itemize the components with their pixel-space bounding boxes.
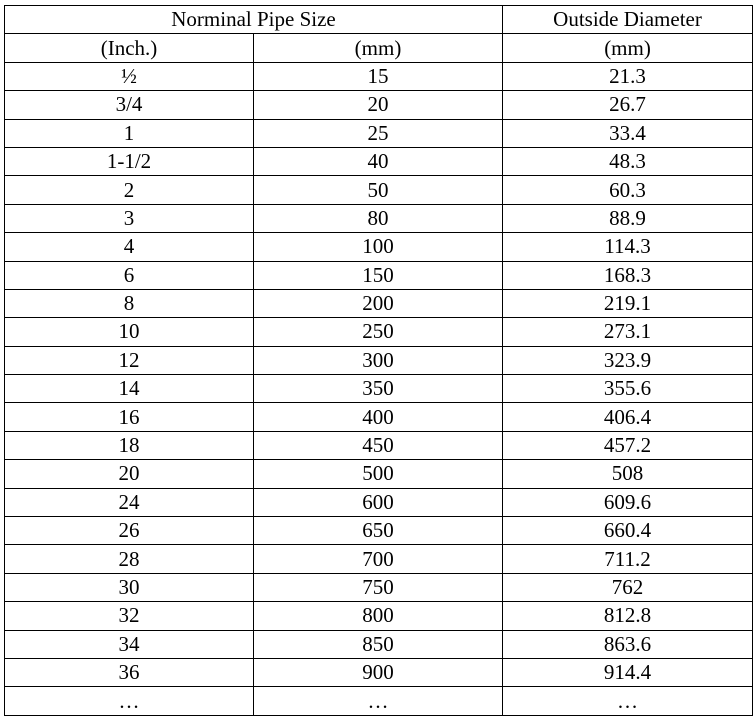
cell-mm: 40: [254, 147, 503, 175]
cell-mm: 250: [254, 318, 503, 346]
cell-mm: 25: [254, 119, 503, 147]
cell-inch: …: [5, 687, 254, 715]
cell-inch: 3/4: [5, 91, 254, 119]
cell-inch: 18: [5, 431, 254, 459]
cell-outside-diameter: 711.2: [503, 545, 753, 573]
cell-mm: 300: [254, 346, 503, 374]
cell-inch: 1: [5, 119, 254, 147]
table-row: [5, 233, 753, 261]
table-row: [5, 62, 753, 90]
cell-mm: 850: [254, 630, 503, 658]
cell-outside-diameter: 508: [503, 460, 753, 488]
table-row: [5, 687, 753, 715]
cell-inch: 1-1/2: [5, 147, 254, 175]
table-row: [5, 431, 753, 459]
header-outside-diameter: Outside Diameter: [503, 6, 753, 34]
cell-outside-diameter: 33.4: [503, 119, 753, 147]
cell-inch: 36: [5, 658, 254, 686]
cell-mm: 100: [254, 233, 503, 261]
table-row: [5, 488, 753, 516]
cell-outside-diameter: 762: [503, 573, 753, 601]
cell-mm: 900: [254, 658, 503, 686]
table-row: [5, 460, 753, 488]
cell-outside-diameter: 219.1: [503, 289, 753, 317]
cell-inch: 32: [5, 602, 254, 630]
cell-mm: 700: [254, 545, 503, 573]
unit-od-mm: (mm): [503, 34, 753, 62]
table-row: [5, 176, 753, 204]
cell-mm: 80: [254, 204, 503, 232]
cell-inch: 16: [5, 403, 254, 431]
table-row: [5, 403, 753, 431]
cell-inch: 4: [5, 233, 254, 261]
table-row: [5, 375, 753, 403]
cell-outside-diameter: 21.3: [503, 62, 753, 90]
cell-inch: 12: [5, 346, 254, 374]
unit-mm: (mm): [254, 34, 503, 62]
cell-inch: 8: [5, 289, 254, 317]
cell-mm: 20: [254, 91, 503, 119]
table-row: [5, 204, 753, 232]
cell-inch: 6: [5, 261, 254, 289]
cell-outside-diameter: 914.4: [503, 658, 753, 686]
header-nominal-pipe-size: Norminal Pipe Size: [5, 6, 503, 34]
cell-mm: 750: [254, 573, 503, 601]
cell-inch: 26: [5, 517, 254, 545]
table-row: [5, 318, 753, 346]
cell-outside-diameter: 88.9: [503, 204, 753, 232]
cell-outside-diameter: 323.9: [503, 346, 753, 374]
table-row: [5, 91, 753, 119]
table-row: [5, 658, 753, 686]
table-row: [5, 545, 753, 573]
cell-outside-diameter: 60.3: [503, 176, 753, 204]
cell-inch: 2: [5, 176, 254, 204]
cell-outside-diameter: 609.6: [503, 488, 753, 516]
cell-outside-diameter: 457.2: [503, 431, 753, 459]
cell-inch: ½: [5, 62, 254, 90]
units-row: [5, 34, 753, 62]
cell-outside-diameter: …: [503, 687, 753, 715]
cell-inch: 3: [5, 204, 254, 232]
pipe-size-table: [4, 5, 753, 716]
table-row: [5, 289, 753, 317]
cell-mm: 150: [254, 261, 503, 289]
cell-outside-diameter: 26.7: [503, 91, 753, 119]
table-row: [5, 602, 753, 630]
table-body: [5, 6, 753, 716]
cell-mm: …: [254, 687, 503, 715]
unit-inch: (Inch.): [5, 34, 254, 62]
table-row: [5, 346, 753, 374]
cell-outside-diameter: 114.3: [503, 233, 753, 261]
cell-outside-diameter: 273.1: [503, 318, 753, 346]
cell-mm: 350: [254, 375, 503, 403]
cell-mm: 500: [254, 460, 503, 488]
cell-mm: 400: [254, 403, 503, 431]
cell-inch: 20: [5, 460, 254, 488]
table-row: [5, 630, 753, 658]
table-row: [5, 147, 753, 175]
cell-mm: 50: [254, 176, 503, 204]
table-row: [5, 517, 753, 545]
cell-inch: 30: [5, 573, 254, 601]
cell-mm: 200: [254, 289, 503, 317]
cell-outside-diameter: 355.6: [503, 375, 753, 403]
header-row: [5, 6, 753, 34]
cell-mm: 15: [254, 62, 503, 90]
table-row: [5, 119, 753, 147]
cell-outside-diameter: 406.4: [503, 403, 753, 431]
cell-mm: 650: [254, 517, 503, 545]
cell-inch: 24: [5, 488, 254, 516]
table-row: [5, 573, 753, 601]
cell-mm: 600: [254, 488, 503, 516]
cell-mm: 800: [254, 602, 503, 630]
table-row: [5, 261, 753, 289]
cell-mm: 450: [254, 431, 503, 459]
cell-outside-diameter: 168.3: [503, 261, 753, 289]
cell-outside-diameter: 863.6: [503, 630, 753, 658]
cell-inch: 10: [5, 318, 254, 346]
cell-outside-diameter: 660.4: [503, 517, 753, 545]
cell-inch: 14: [5, 375, 254, 403]
cell-outside-diameter: 48.3: [503, 147, 753, 175]
cell-outside-diameter: 812.8: [503, 602, 753, 630]
cell-inch: 28: [5, 545, 254, 573]
cell-inch: 34: [5, 630, 254, 658]
